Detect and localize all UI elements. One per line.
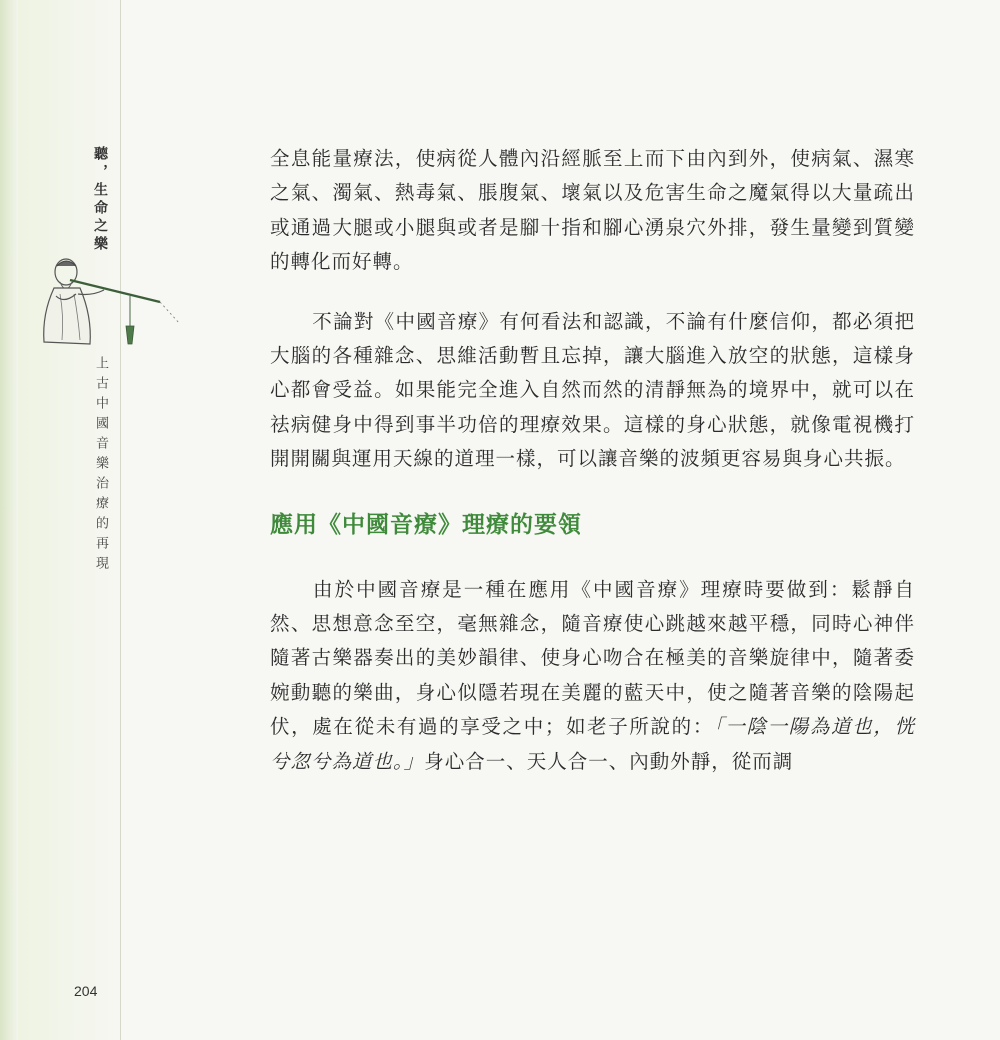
book-subtitle: 上古中國音樂治療的再現	[93, 356, 108, 576]
page-number: 204	[74, 983, 98, 999]
body-paragraph-text: 身心合一、天人合一、內動外靜，從而調	[424, 749, 794, 773]
section-spacer	[270, 477, 915, 501]
main-content	[270, 142, 915, 779]
series-title: 聽，生命之樂	[92, 146, 108, 254]
paragraph-spacer	[270, 280, 915, 305]
body-paragraph	[270, 305, 915, 477]
body-paragraph-text: 不論對《中國音療》有何看法和認識，不論有什麼信仰，都必須把大腦的各種雜念、思維活動暫且忘掉，讓大腦進入放空的狀態，這樣身心都會受益。如果能完全進入自然而然的清靜無為的境界中，就可以在祛病健身中得到事半功倍的理療效果。這樣的身心狀態，就像電視機打開開關與運用天線的道理一樣，可以讓音樂的波頻更容易與身心共振。	[270, 309, 915, 471]
page-edge-decoration	[0, 0, 18, 1040]
body-paragraph	[270, 573, 915, 779]
flute-player-illustration	[30, 244, 190, 369]
laozi-quote: 「一陰一陽為道也，恍兮忽兮為道也。」	[270, 715, 915, 773]
section-heading: 應用《中國音療》理療的要領	[270, 510, 582, 538]
section-spacer	[270, 549, 915, 573]
body-paragraph: 全息能量療法，使病從人體內沿經脈至上而下由內到外，使病氣、濕寒之氣、濁氣、熱毒氣、脹腹氣、壞氣以及危害生命之魔氣得以大量疏出或通過大腿或小腿與或者是腳十指和腳心湧泉穴外排，發生量變到質變的轉化而好轉。	[270, 147, 915, 274]
sidebar-divider	[120, 0, 121, 1040]
body-paragraph-text: 由於中國音療是一種在應用《中國音療》理療時要做到：鬆靜自然、思想意念至空，毫無雜念，隨音療使心跳越來越平穩，同時心神伴隨著古樂器奏出的美妙韻律、使身心吻合在極美的音樂旋律中，隨著委婉動聽的樂曲，身心似隱若現在美麗的藍天中，使之隨著音樂的陰陽起伏，處在從未有過的享受之中；如老子所說的：	[270, 577, 915, 739]
